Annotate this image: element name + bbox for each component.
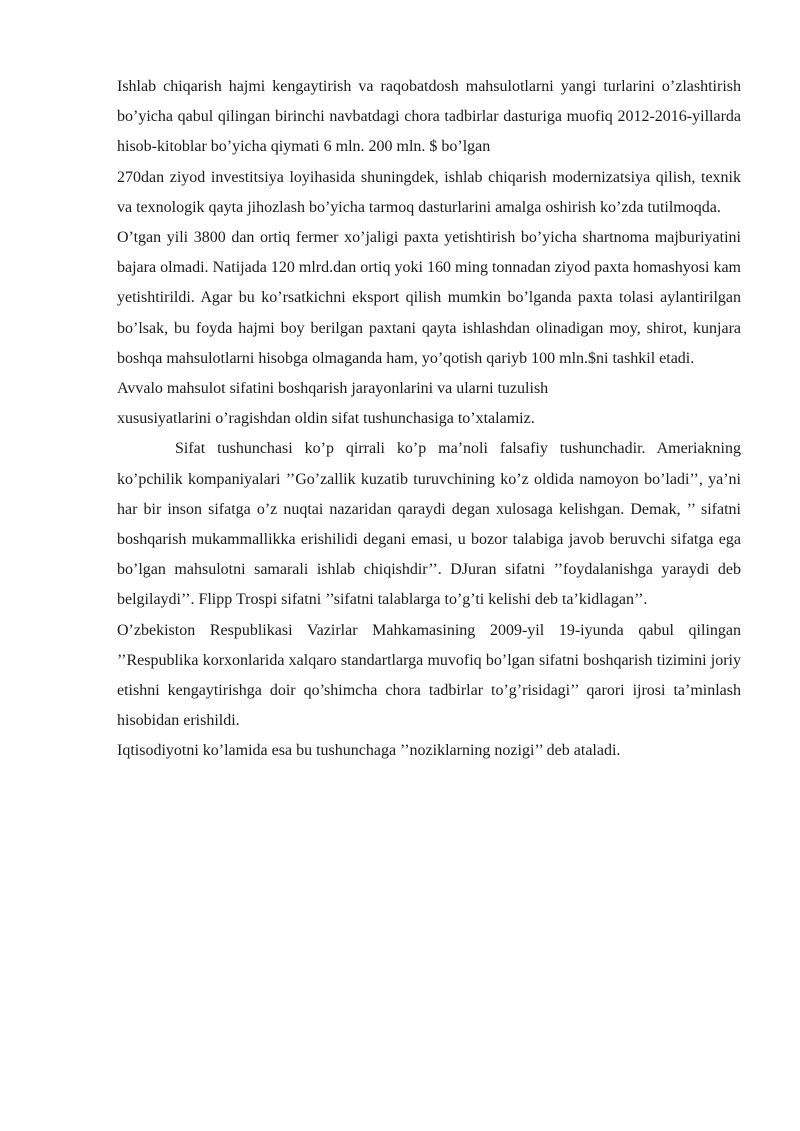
- paragraph-investment-program: Ishlab chiqarish hajmi kengaytirish va raqobatdosh mahsulotlarni yangi turlarini o’zlashtirish bo’yicha qabul qilingan birinchi navbatdagi chora tadbirlar dasturiga muofiq 2012-2016-yillarda hisob-kitoblar bo’yicha qiymati 6 mln. 200 mln. $ bo’lgan: [117, 78, 741, 156]
- paragraph-economics-term: Iqtisodiyotni ko’lamida esa bu tushunchaga ’’noziklarning nozigi’’ deb ataladi.: [117, 742, 621, 760]
- paragraph-government-resolution: O’zbekiston Respublikasi Vazirlar Mahkamasining 2009-yil 19-iyunda qabul qilingan ’’Respublika korxonlarida xalqaro standartlarga muvofiq bo’lgan sifatni boshqarish tizimini joriy etishni kengaytirishga doir qo’shimcha chora tadbirlar to’g’risidagi’’ qarori ijrosi ta’minlash hisobidan erishildi.: [117, 621, 741, 730]
- paragraph-quality-management-intro: Avvalo mahsulot sifatini boshqarish jarayonlarini va ularni tuzulish: [117, 380, 549, 398]
- document-body: [117, 72, 741, 767]
- paragraph-cotton-losses: O’tgan yili 3800 dan ortiq fermer xo’jaligi paxta yetishtirish bo’yicha shartnoma majburiyatini bajara olmadi. Natijada 120 mlrd.dan ortiq yoki 160 ming tonnadan ziyod paxta homashyosi kam yetishtirildi. Agar bu ko’rsatkichni eksport qilish mumkin bo’lganda paxta tolasi aylantirilgan bo’lsak, bu foyda hajmi boy berilgan paxtani qayta ishlashdan olinadigan moy, shirot, kunjara boshqa mahsulotlarni hisobga olmaganda ham, yo’qotish qariyb 100 mln.$ni tashkil etadi.: [117, 229, 741, 367]
- paragraph-quality-definition: Sifat tushunchasi ko’p qirrali ko’p ma’noli falsafiy tushunchadir. Ameriakning ko’pchilik kompaniyalari ’’Go’zallik kuzatib turuvchining ko’z oldida namoyon bo’ladi’’, ya’ni har bir inson sifatga o’z nuqtai nazaridan qaraydi degan xulosaga kelishgan. Demak, ’’ sifatni boshqarish mukammallikka erishilidi degani emasi, u bozor talabiga javob beruvchi sifatga ega bo’lgan mahsulotni samarali ishlab chiqishdir’’. DJuran sifatni ’’foydalanishga yaraydi deb belgilaydi’’. Flipp Trospi sifatni ’’sifatni talablarga to’g’ti kelishi deb ta’kidlagan’’.: [117, 440, 741, 609]
- paragraph-investment-projects: 270dan ziyod investitsiya loyihasida shuningdek, ishlab chiqarish modernizatsiya qilish, texnik va texnologik qayta jihozlash bo’yicha tarmoq dasturlarini amalga oshirish ko’zda tutilmoqda.: [117, 168, 741, 216]
- paragraph-quality-concept-intro: xususiyatlarini o’ragishdan oldin sifat tushunchasiga to’xtalamiz.: [117, 410, 535, 428]
